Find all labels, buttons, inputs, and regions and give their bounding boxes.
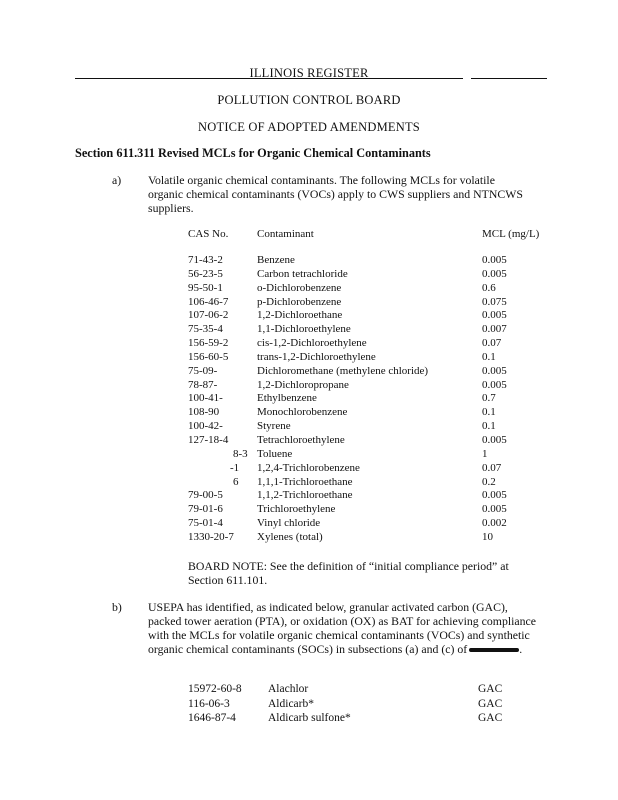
- board-title: POLLUTION CONTROL BOARD: [217, 93, 401, 107]
- subsection-b-body: USEPA has identified, as indicated below, granular activated carbon (GAC), packed tower aeration (PTA), or oxidation (OX) as BAT for achieving compliance with the MCLs for volatile organic chemical contaminants (VOCs) and synthetic organic chemical contaminants (SOCs) in subsections (a) and (c) of: [148, 600, 537, 656]
- contaminant-name: Dichloromethane (methylene chloride): [257, 364, 429, 377]
- cas-number: 75-35-4: [188, 323, 223, 336]
- mcl-value: 0.6: [482, 281, 496, 294]
- mcl-value: 0.005: [482, 433, 507, 446]
- cas-number: -1: [230, 461, 240, 474]
- voc-table-row: [188, 309, 558, 323]
- cas-number: 6: [233, 475, 239, 488]
- strikeout-mark: [469, 648, 519, 652]
- cas-number: 56-23-5: [188, 267, 223, 280]
- mcl-value: 0.1: [482, 406, 496, 419]
- section-title: Section 611.311 Revised MCLs for Organic Chemical Contaminants: [75, 146, 431, 160]
- voc-table-header: [188, 228, 558, 254]
- contaminant-name: trans-1,2-Dichloroethylene: [257, 350, 376, 363]
- mcl-value: 0.005: [482, 254, 507, 266]
- voc-table-row: [188, 517, 558, 531]
- cas-number: 156-59-2: [188, 337, 229, 350]
- subsection-b-label: b): [112, 600, 122, 614]
- voc-table-row: [188, 476, 558, 490]
- contaminant-name: p-Dichlorobenzene: [257, 295, 342, 308]
- voc-table-row: [188, 503, 558, 517]
- cas-number: 79-01-6: [188, 503, 223, 516]
- contaminant-name: Carbon tetrachloride: [257, 267, 348, 280]
- mcl-value: 0.2: [482, 475, 496, 488]
- cas-number: 156-60-5: [188, 350, 229, 363]
- mcl-value: 0.005: [482, 503, 507, 516]
- cas-number: 100-42-: [188, 420, 223, 433]
- board-note: BOARD NOTE: See the definition of “initial compliance period” at Section 611.101.: [188, 559, 509, 587]
- contaminant-name: Styrene: [257, 420, 291, 433]
- voc-table-row: [188, 254, 558, 268]
- voc-table-row: [188, 323, 558, 337]
- cas-number: 116-06-3: [188, 697, 230, 710]
- voc-table-row: [188, 434, 558, 448]
- contaminant-name: Xylenes (total): [257, 530, 323, 543]
- subsection-a-label: a): [112, 173, 122, 187]
- cas-number: 95-50-1: [188, 281, 223, 294]
- cas-number: 1646-87-4: [188, 712, 236, 724]
- header-contaminant: Contaminant: [257, 228, 314, 240]
- cas-number: 15972-60-8: [188, 683, 242, 695]
- cas-number: 127-18-4: [188, 433, 229, 446]
- contaminant-name: Monochlorobenzene: [257, 406, 348, 419]
- register-title: ILLINOIS REGISTER: [249, 66, 369, 80]
- voc-table-row: [188, 365, 558, 379]
- cas-number: 75-09-: [188, 364, 218, 377]
- mcl-value: 0.07: [482, 461, 502, 474]
- header-mcl: MCL (mg/L): [482, 228, 540, 240]
- cas-number: 1330-20-7: [188, 530, 234, 543]
- voc-table-row: [188, 379, 558, 393]
- contaminant-name: Vinyl chloride: [257, 517, 321, 530]
- voc-table-row: [188, 462, 558, 476]
- voc-table-row: [188, 489, 558, 503]
- contaminant-name: Tetrachloroethylene: [257, 433, 345, 446]
- cas-number: 100-41-: [188, 392, 223, 405]
- contaminant-name: 1,2-Dichloropropane: [257, 378, 349, 391]
- cas-number: 8-3: [233, 447, 248, 460]
- mcl-value: 0.1: [482, 350, 496, 363]
- voc-table-row: [188, 420, 558, 434]
- voc-table-row: [188, 351, 558, 365]
- contaminant-name: 1,1,1-Trichloroethane: [257, 475, 353, 488]
- voc-table: [188, 228, 558, 545]
- mcl-value: 0.002: [482, 517, 507, 530]
- cas-number: 71-43-2: [188, 254, 223, 266]
- voc-table-row: [188, 448, 558, 462]
- mcl-value: 1: [482, 447, 488, 460]
- voc-table-row: [188, 337, 558, 351]
- bat-value: GAC: [478, 683, 503, 695]
- voc-table-row: [188, 296, 558, 310]
- contaminant-name: Alachlor: [268, 683, 309, 695]
- cas-number: 75-01-4: [188, 517, 223, 530]
- header-cas: CAS No.: [188, 228, 229, 240]
- contaminant-name: 1,1-Dichloroethylene: [257, 323, 351, 336]
- subsection-a-text: Volatile organic chemical contaminants. The following MCLs for volatile organic chemical contaminants (VOCs) apply to CWS suppliers and NTNCWS suppliers.: [148, 173, 523, 215]
- contaminant-name: Benzene: [257, 254, 295, 266]
- contaminant-name: Trichloroethylene: [257, 503, 336, 516]
- bat-value: GAC: [478, 697, 503, 710]
- cas-number: 108-90: [188, 406, 220, 419]
- contaminant-name: Aldicarb*: [268, 697, 314, 710]
- contaminant-name: cis-1,2-Dichloroethylene: [257, 337, 367, 350]
- cas-number: 79-00-5: [188, 489, 223, 502]
- mcl-value: 0.07: [482, 337, 502, 350]
- contaminant-name: 1,2,4-Trichlorobenzene: [257, 461, 360, 474]
- cas-number: 106-46-7: [188, 295, 229, 308]
- contaminant-name: Toluene: [257, 447, 293, 460]
- cas-number: 107-06-2: [188, 309, 229, 322]
- voc-table-row: [188, 282, 558, 296]
- voc-table-row: [188, 531, 558, 545]
- contaminant-name: Ethylbenzene: [257, 392, 317, 405]
- mcl-value: 0.1: [482, 420, 496, 433]
- cas-number: 78-87-: [188, 378, 218, 391]
- voc-table-row: [188, 392, 558, 406]
- contaminant-name: 1,2-Dichloroethane: [257, 309, 343, 322]
- mcl-value: 0.075: [482, 295, 507, 308]
- voc-table-row: [188, 406, 558, 420]
- mcl-value: 0.7: [482, 392, 496, 405]
- notice-title: NOTICE OF ADOPTED AMENDMENTS: [198, 120, 420, 134]
- mcl-value: 0.007: [482, 323, 507, 336]
- bat-value: GAC: [478, 712, 503, 724]
- mcl-value: 0.005: [482, 364, 507, 377]
- mcl-value: 0.005: [482, 267, 507, 280]
- voc-table-row: [188, 268, 558, 282]
- subsection-b-text: USEPA has identified, as indicated below, granular activated carbon (GAC), packed tower aeration (PTA), or oxidation (OX) as BAT for achieving compliance with the MCLs for volatile organic chemical contaminants (VOCs) and synthetic organic chemical contaminants (SOCs) in subsections (a) and (c) of .: [148, 600, 537, 656]
- contaminant-name: o-Dichlorobenzene: [257, 281, 342, 294]
- mcl-value: 10: [482, 530, 493, 543]
- contaminant-name: Aldicarb sulfone*: [268, 712, 351, 724]
- contaminant-name: 1,1,2-Trichloroethane: [257, 489, 353, 502]
- mcl-value: 0.005: [482, 378, 507, 391]
- mcl-value: 0.005: [482, 489, 507, 502]
- voc-table-body: [188, 254, 558, 545]
- mcl-value: 0.005: [482, 309, 507, 322]
